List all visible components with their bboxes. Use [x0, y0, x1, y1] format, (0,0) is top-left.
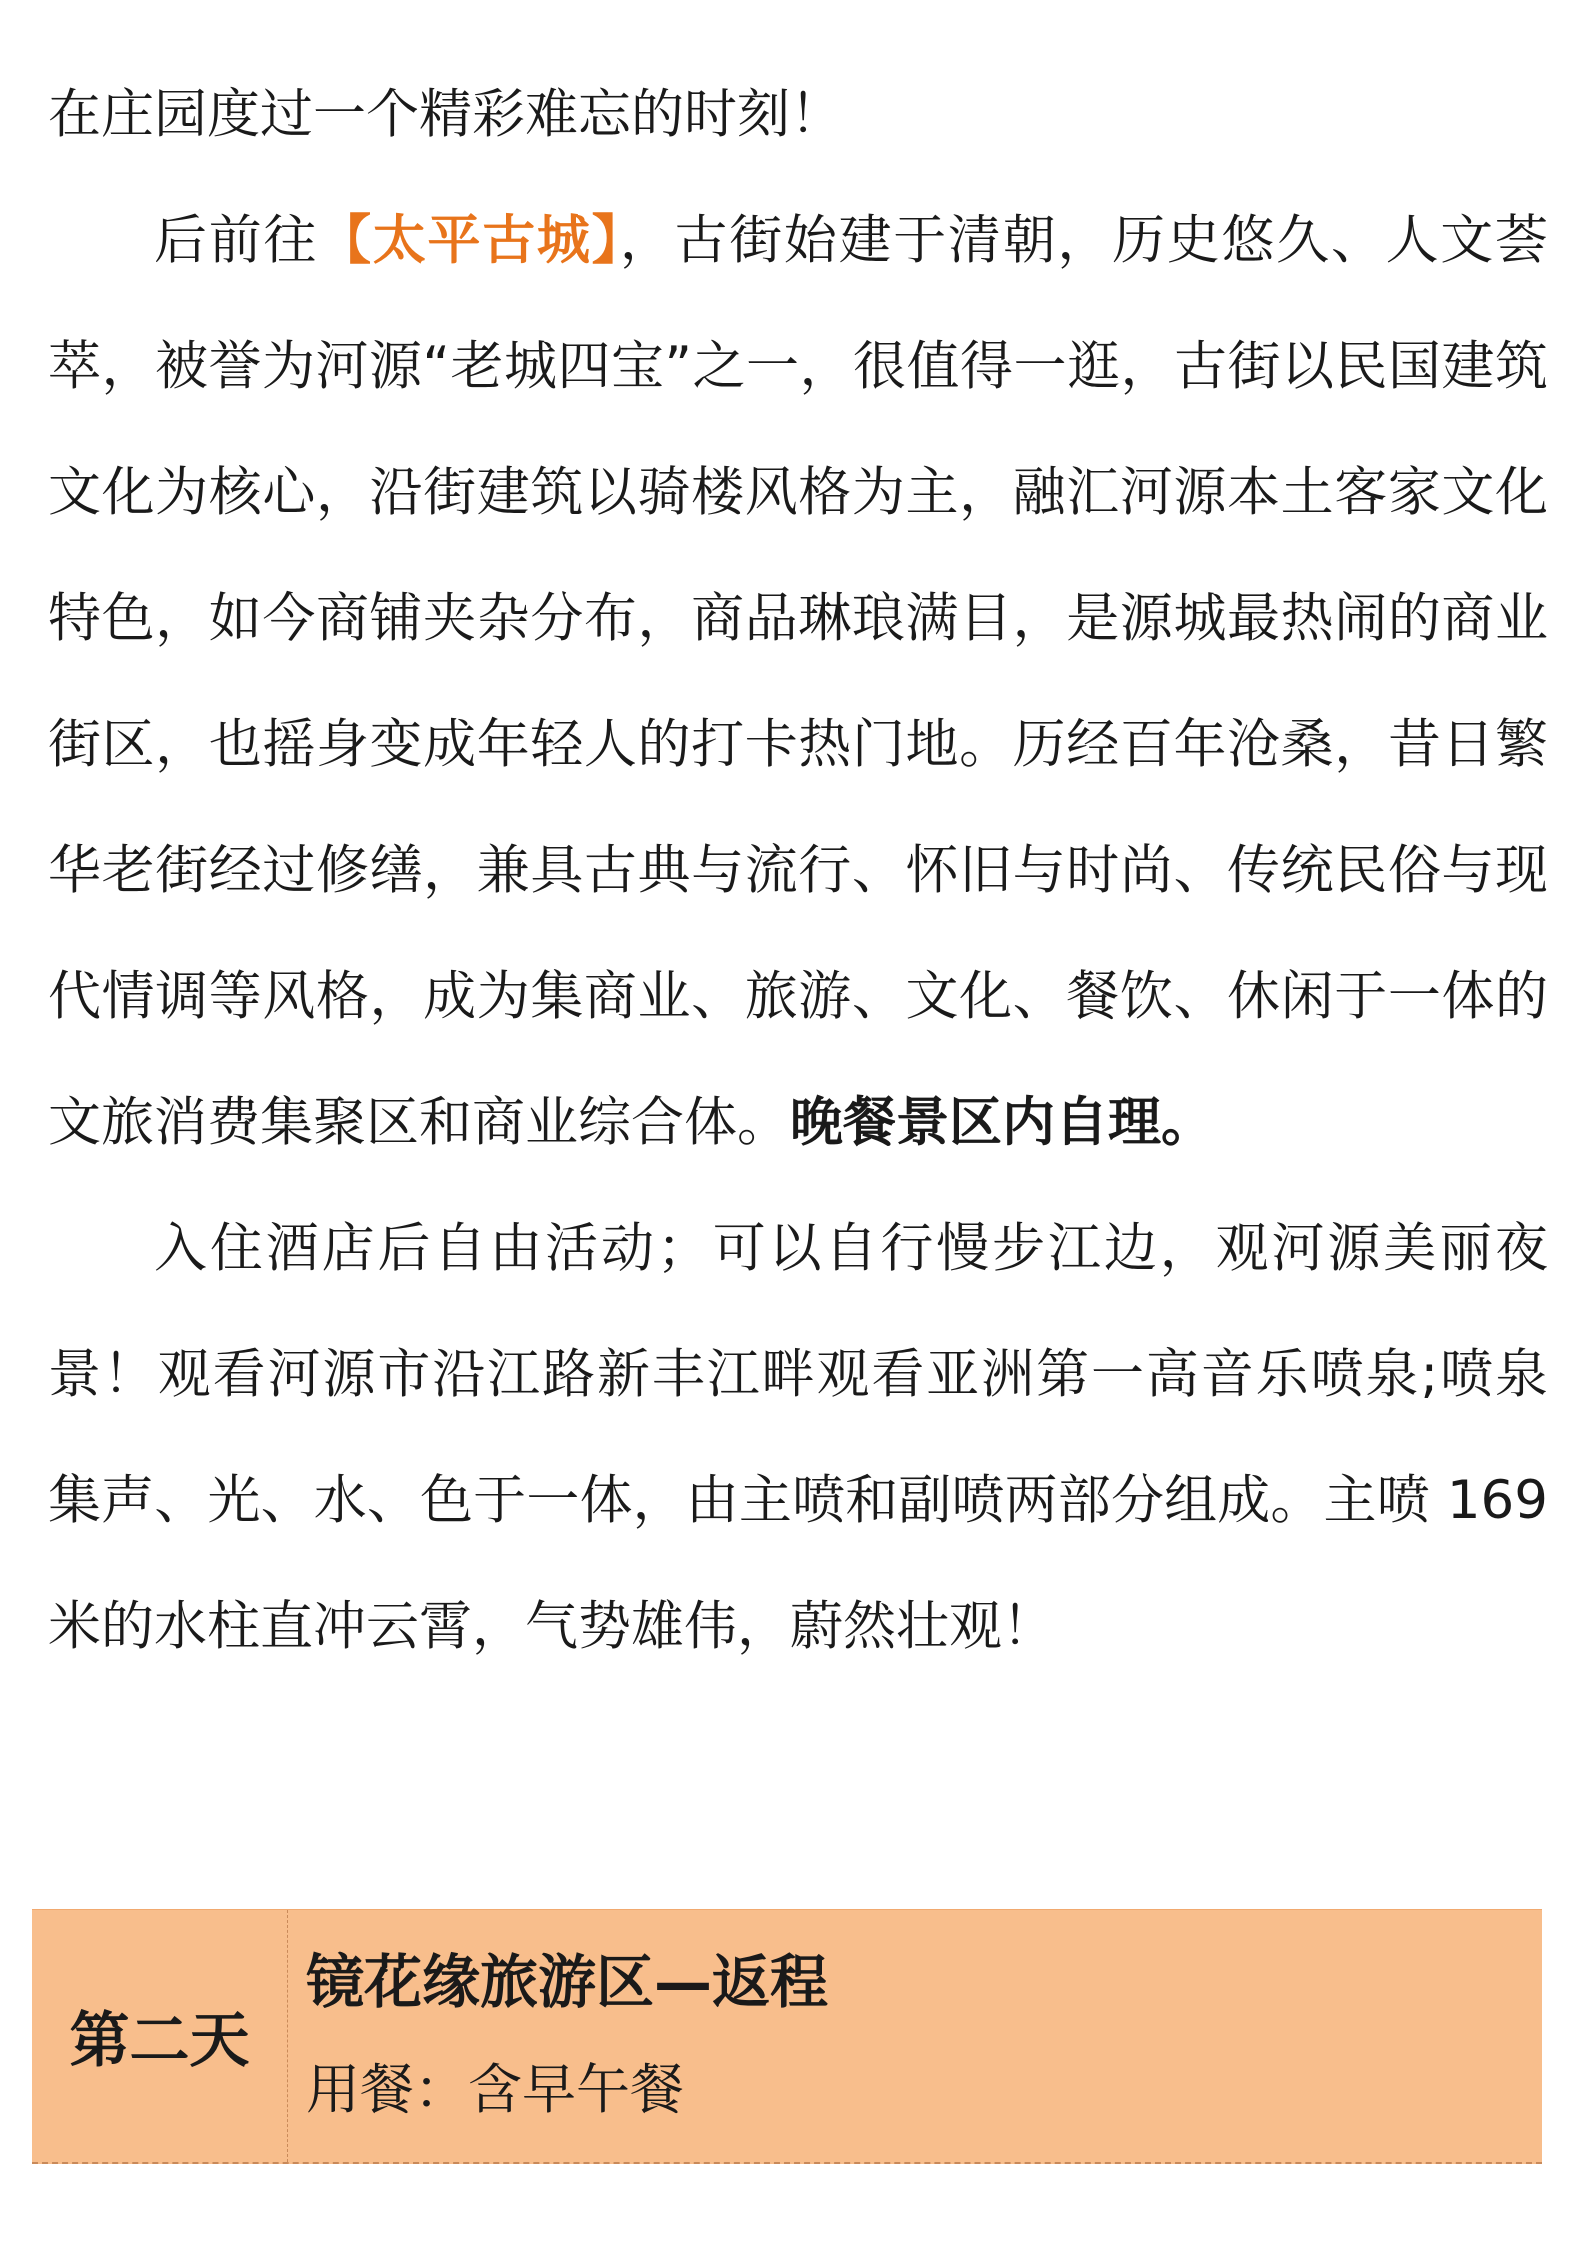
- paragraph-manor: [48, 52, 1548, 178]
- paragraph-manor-text: 在庄园度过一个精彩难忘的时刻！: [48, 84, 843, 145]
- day-two-header: [32, 1909, 1542, 2164]
- paragraph-fountain-text: 入住酒店后自由活动；可以自行慢步江边，观河源美丽夜景！观看河源市沿江路新丰江畔观看亚洲第一高音乐喷泉;喷泉集声、光、水、色于一体，由主喷和副喷两部分组成。主喷 169 米的水柱直冲云霄，气势雄伟，蔚然壮观！: [48, 1218, 1548, 1657]
- paragraph-taiping-ancient-town: [48, 178, 1548, 1186]
- paragraph-hotel-fountain: [48, 1186, 1548, 1690]
- paragraph-body: ，古街始建于清朝，历史悠久、人文荟萃，被誉为河源“老城四宝”之一，很值得一逛，古街以民国建筑文化为核心，沿街建筑以骑楼风格为主，融汇河源本土客家文化特色，如今商铺夹杂分布，商品琳琅满目，是源城最热闹的商业街区，也摇身变成年轻人的打卡热门地。历经百年沧桑，昔日繁华老街经过修缮，兼具古典与流行、怀旧与时尚、传统民俗与现代情调等风格，成为集商业、旅游、文化、餐饮、休闲于一体的文旅消费集聚区和商业综合体。: [48, 210, 1549, 1153]
- meal-info: 用餐：含早午餐: [306, 2058, 684, 2121]
- paragraph-prefix: 后前往: [154, 210, 319, 271]
- day-info: [288, 1910, 1542, 2162]
- route-title: 镜花缘旅游区—返程: [306, 1948, 829, 2016]
- highlight-attraction-name: 【太平古城】: [318, 210, 620, 271]
- dinner-note: 晚餐景区内自理。: [790, 1092, 1214, 1153]
- day-label: 第二天: [32, 1910, 288, 2162]
- itinerary-text: [48, 52, 1548, 1690]
